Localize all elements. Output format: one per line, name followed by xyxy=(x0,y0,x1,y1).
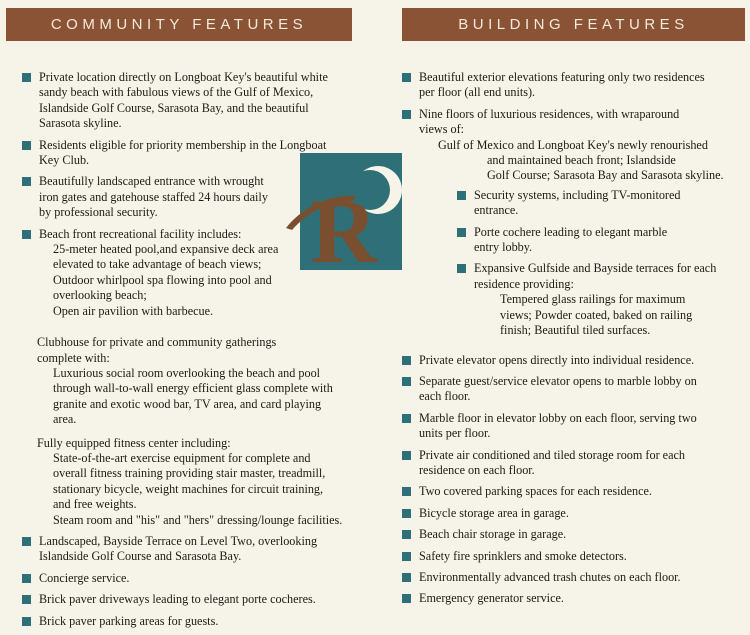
square-bullet-icon xyxy=(22,141,31,150)
square-bullet-icon xyxy=(402,356,411,365)
sub-feature-list xyxy=(402,188,746,339)
square-bullet-icon xyxy=(22,537,31,546)
sub-list: Tempered glass railings for maximum views; Powder coated, baked on railing finish; Beautiful tiled surfaces. xyxy=(500,292,693,338)
square-bullet-icon xyxy=(457,191,466,200)
list-item: Landscaped, Bayside Terrace on Level Two, overlooking Islandside Golf Course and Sarasota Bay. xyxy=(22,534,352,565)
list-item: Brick paver parking areas for guests. xyxy=(22,614,352,629)
sub-list: Luxurious social room overlooking the beach and pool through wall-to-wall energy efficient glass complete with granite and exotic wood bar, TV area, and card playing area. xyxy=(53,365,333,427)
square-bullet-icon xyxy=(402,573,411,582)
sub-list: Gulf of Mexico and Longboat Key's newly renourished and maintained beach front; Islandside Golf Course; Sarasota Bay and Sarasota skyline. xyxy=(438,137,724,183)
square-bullet-icon xyxy=(402,530,411,539)
r-monogram-logo xyxy=(282,150,404,282)
list-item: Environmentally advanced trash chutes on each floor. xyxy=(402,570,746,585)
list-item: Concierge service. xyxy=(22,571,352,586)
square-bullet-icon xyxy=(402,594,411,603)
sub-list: 25-meter heated pool,and expansive deck area elevated to take advantage of beach views; Outdoor whirlpool spa flowing into pool and overlooking beach; Open air pavilion with barbecue. xyxy=(53,242,279,318)
list-item: Beach front recreational facility includes: xyxy=(22,227,352,242)
list-item: Separate guest/service elevator opens to marble lobby on each floor. xyxy=(402,374,746,405)
logo-letter: R xyxy=(310,180,378,282)
square-bullet-icon xyxy=(22,617,31,626)
square-bullet-icon xyxy=(457,264,466,273)
square-bullet-icon xyxy=(22,73,31,82)
list-item: Beach chair storage in garage. xyxy=(402,527,746,542)
list-item: Private air conditioned and tiled storage room for each residence on each floor. xyxy=(402,448,746,479)
square-bullet-icon xyxy=(402,414,411,423)
square-bullet-icon xyxy=(22,177,31,186)
building-features-header: BUILDING FEATURES xyxy=(402,8,745,41)
list-item: Safety fire sprinklers and smoke detectors. xyxy=(402,549,746,564)
community-features-header: COMMUNITY FEATURES xyxy=(6,8,352,41)
square-bullet-icon xyxy=(402,487,411,496)
clubhouse-paragraph: Clubhouse for private and community gatherings complete with: xyxy=(37,335,277,365)
square-bullet-icon xyxy=(22,574,31,583)
list-item: Brick paver driveways leading to elegant porte cocheres. xyxy=(22,592,352,607)
list-item: Private elevator opens directly into individual residence. xyxy=(402,353,746,368)
list-item: Beautiful exterior elevations featuring only two residences per floor (all end units). xyxy=(402,70,746,101)
square-bullet-icon xyxy=(402,110,411,119)
list-item: Two covered parking spaces for each residence. xyxy=(402,484,746,499)
list-item: Private location directly on Longboat Key's beautiful white sandy beach with fabulous views of the Gulf of Mexico, Islandside Golf Course, Sarasota Bay, and the beautiful Sarasota skyline. xyxy=(22,70,352,132)
list-item: Security systems, including TV-monitored entrance. xyxy=(457,188,746,219)
list-item: Nine floors of luxurious residences, with wraparound views of: xyxy=(402,107,746,138)
sub-list: State-of-the-art exercise equipment for complete and overall fitness training providing stair master, treadmill, stationary bicycle, weight machines for circuit training, and free weights. Steam room and "his" and "hers" dressing/lounge facilities. xyxy=(53,450,343,527)
list-item: Porte cochere leading to elegant marble entry lobby. xyxy=(457,225,746,256)
square-bullet-icon xyxy=(402,377,411,386)
square-bullet-icon xyxy=(22,230,31,239)
list-item: Marble floor in elevator lobby on each floor, serving two units per floor. xyxy=(402,411,746,442)
building-features-list xyxy=(402,70,746,613)
square-bullet-icon xyxy=(402,509,411,518)
square-bullet-icon xyxy=(22,595,31,604)
list-item: Expansive Gulfside and Bayside terraces for each residence providing: xyxy=(457,261,746,292)
square-bullet-icon xyxy=(402,73,411,82)
list-item: Bicycle storage area in garage. xyxy=(402,506,746,521)
list-item: Emergency generator service. xyxy=(402,591,746,606)
square-bullet-icon xyxy=(457,228,466,237)
square-bullet-icon xyxy=(402,552,411,561)
list-item: Residents eligible for priority membership in the Longboat Key Club. xyxy=(22,138,352,169)
fitness-paragraph: Fully equipped fitness center including: xyxy=(37,435,231,450)
square-bullet-icon xyxy=(402,451,411,460)
list-item: Beautifully landscaped entrance with wrought iron gates and gatehouse staffed 24 hours daily by professional security. xyxy=(22,174,352,220)
